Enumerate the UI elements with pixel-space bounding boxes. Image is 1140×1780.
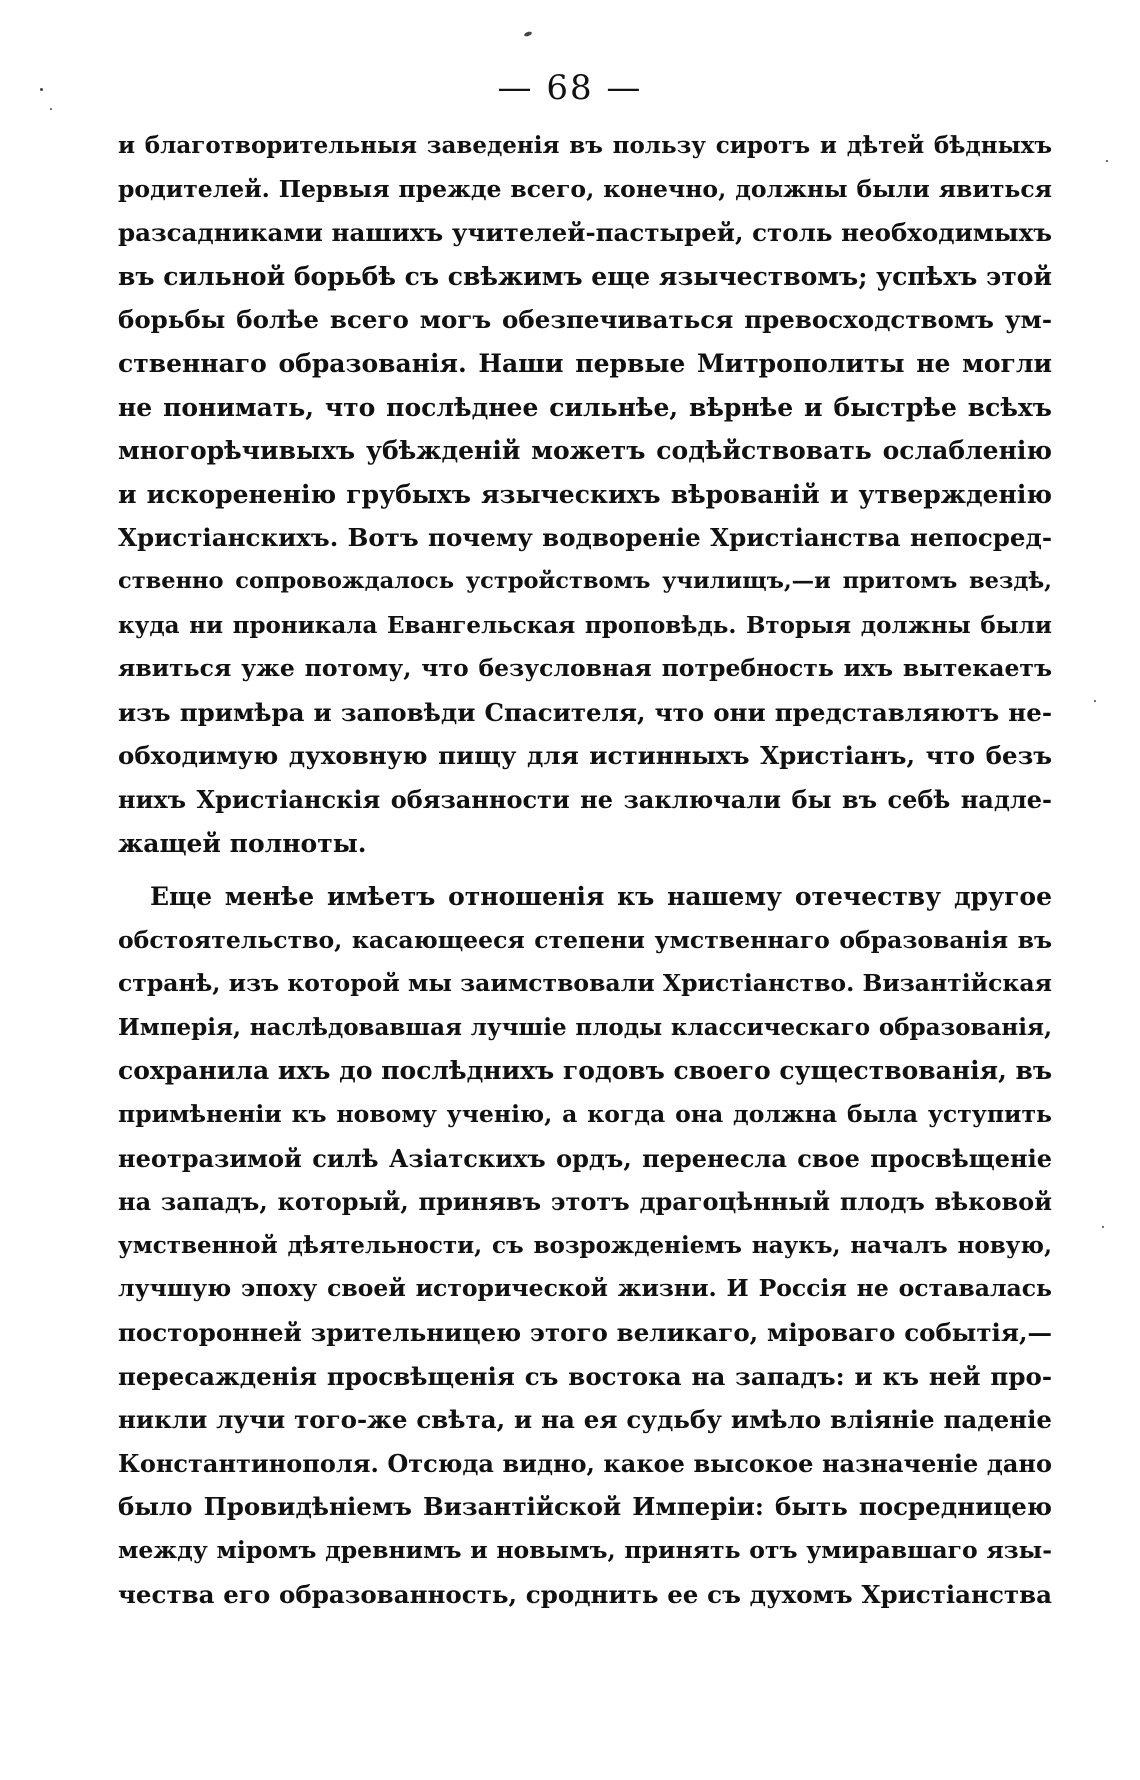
page-number: — 68 — <box>497 68 643 108</box>
text-line: посторонней зрительницею этого великаго, міроваго событія,— <box>118 1318 1052 1348</box>
text-line: между міромъ древнимъ и новымъ, принять отъ умиравшаго язы- <box>118 1536 1052 1564</box>
text-line: многорѣчивыхъ убѣжденій можетъ содѣйствовать ослабленію <box>118 436 1052 466</box>
text-line: умственной дѣятельности, съ возрожденіемъ наукъ, началъ новую, <box>118 1231 1052 1259</box>
text-line: Еще менѣе имѣетъ отношенія къ нашему отечеству другое <box>150 882 1052 912</box>
scan-speck <box>40 88 43 91</box>
text-line: Христіанскихъ. Вотъ почему водвореніе Христіанства непосред- <box>118 523 1052 553</box>
text-line: обстоятельство, касающееся степени умственнаго образованія въ <box>118 925 1052 954</box>
text-line: въ сильной борьбѣ съ свѣжимъ еще язычествомъ; успѣхъ этой <box>118 261 1052 291</box>
scan-speck <box>1102 1226 1104 1228</box>
text-line: изъ примѣра и заповѣди Спасителя, что они представляютъ не- <box>118 697 1052 727</box>
text-line: куда ни проникала Евангельская проповѣдь. Вторыя должны были <box>118 611 1052 639</box>
text-line: Имперія, наслѣдовавшая лучшіе плоды классическаго образованія, <box>118 1013 1052 1041</box>
scan-speck <box>1094 700 1096 702</box>
text-line: ственнаго образованія. Наши первые Митрополиты не могли <box>118 348 1052 378</box>
text-line: сохранила ихъ до послѣднихъ годовъ своего существованія, въ <box>118 1056 1052 1086</box>
text-line: никли лучи того-же свѣта, и на ея судьбу имѣло вліяніе паденіе <box>118 1405 1052 1435</box>
text-line: явиться уже потому, что безусловная потребность ихъ вытекаетъ <box>118 654 1052 683</box>
text-line: неотразимой силѣ Азіатскихъ ордъ, перенесла свое просвѣщеніе <box>118 1143 1052 1173</box>
text-line: и благотворительныя заведенія въ пользу сиротъ и дѣтей бѣдныхъ <box>118 132 1052 159</box>
text-line: примѣненіи къ новому ученію, а когда она должна была уступить <box>118 1100 1052 1129</box>
text-line: борьбы болѣе всего могъ обезпечиваться превосходствомъ ум- <box>118 305 1052 335</box>
text-line: жащей полноты. <box>118 828 367 858</box>
text-line: обходимую духовную пищу для истинныхъ Христіанъ, что безъ <box>118 741 1052 771</box>
scan-speck <box>50 108 52 110</box>
text-line: пересажденія просвѣщенія съ востока на западъ: и къ ней про- <box>118 1361 1052 1391</box>
text-line: Константинополя. Отсюда видно, какое высокое назначеніе дано <box>118 1448 1052 1478</box>
text-line: странѣ, изъ которой мы заимствовали Христіанство. Византійская <box>118 969 1052 998</box>
text-line: не понимать, что послѣднее сильнѣе, вѣрнѣе и быстрѣе всѣхъ <box>118 392 1052 422</box>
text-line: лучшую эпоху своей исторической жизни. И Россія не оставалась <box>118 1274 1052 1303</box>
scan-speck <box>524 31 533 37</box>
paragraph-gap <box>118 865 1052 875</box>
text-line: чества его образованность, сроднить ее съ духомъ Христіанства <box>118 1579 1052 1609</box>
text-line: родителей. Первыя прежде всего, конечно, должны были явиться <box>118 174 1052 203</box>
text-line: разсадниками нашихъ учителей-пастырей, столь необходимыхъ <box>118 218 1052 248</box>
text-line: на западъ, который, принявъ этотъ драгоцѣнный плодъ вѣковой <box>118 1187 1052 1217</box>
text-line: и искорененію грубыхъ языческихъ вѣрованій и утвержденію <box>118 479 1052 509</box>
text-line: нихъ Христіанскія обязанности не заключали бы въ себѣ надле- <box>118 784 1052 814</box>
body-text <box>118 124 1052 1616</box>
text-line: ственно сопровождалось устройствомъ училищъ,—и притомъ вездѣ, <box>118 567 1052 594</box>
scan-speck <box>1106 160 1108 162</box>
text-line: было Провидѣніемъ Византійской Имперіи: быть посредницею <box>118 1492 1052 1522</box>
